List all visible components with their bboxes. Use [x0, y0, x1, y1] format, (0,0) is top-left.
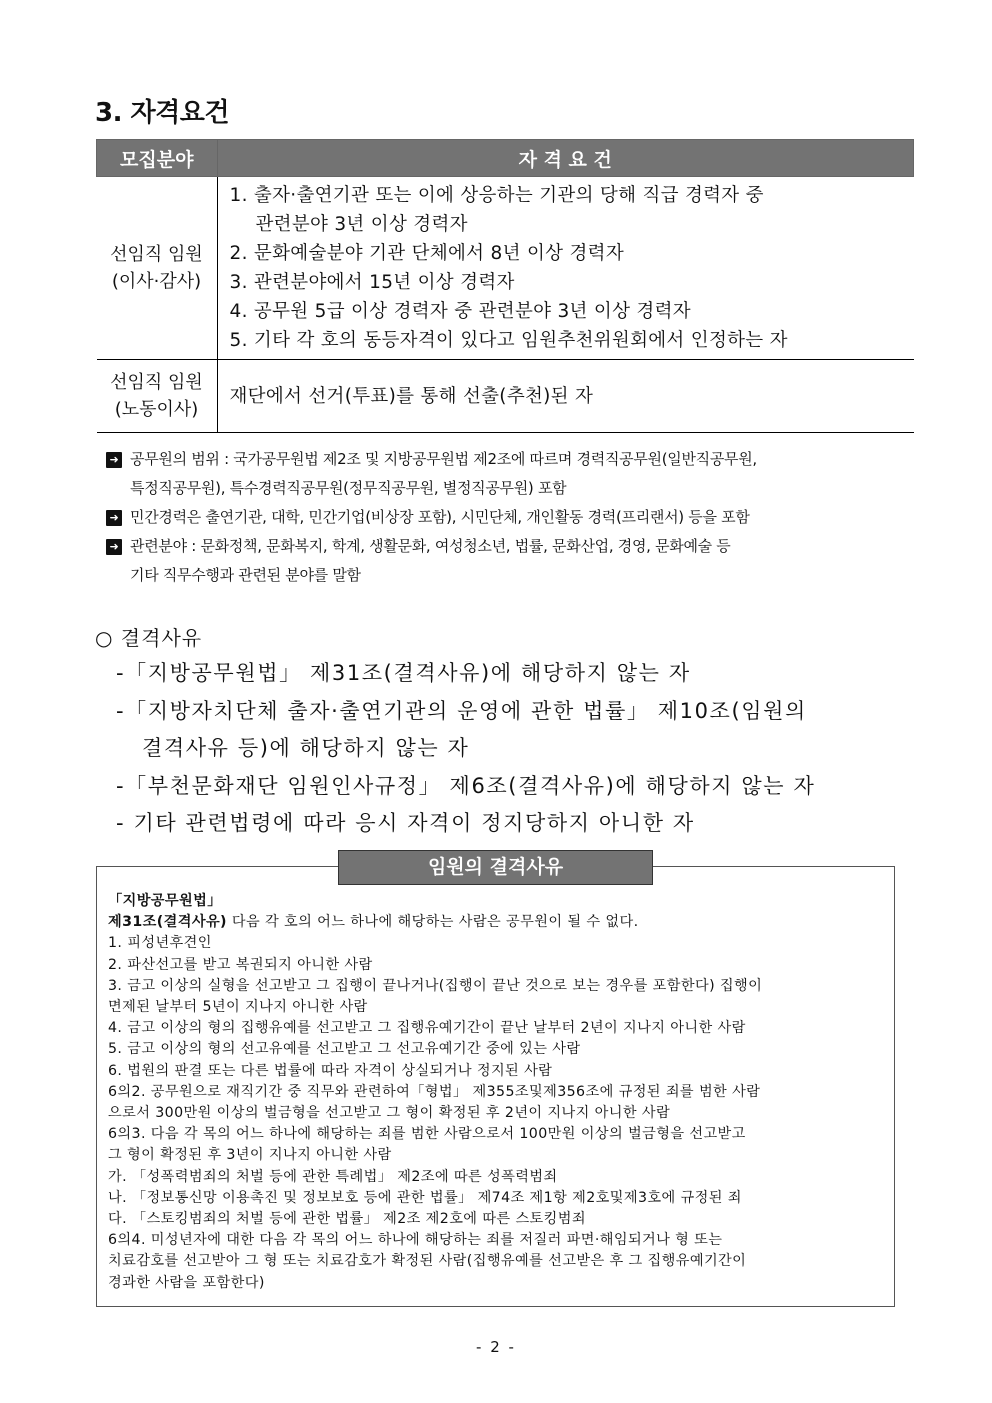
law-line: 3. 금고 이상의 실형을 선고받고 그 집행이 끝나거나(집행이 끝난 것으로 보는 경우를 포함한다) 집행이 [108, 977, 763, 994]
law-line: 6의4. 미성년자에 대한 다음 각 목의 어느 하나에 해당하는 죄를 저질러 파면·해임되거나 형 또는 [108, 1232, 723, 1249]
notes [106, 445, 906, 590]
table-row [97, 360, 914, 433]
note-item [106, 445, 906, 474]
law-line: 나. 「정보통신망 이용촉진 및 정보보호 등에 관한 법률」 제74조 제1항 제2호및제3호에 규정된 죄 [108, 1189, 742, 1206]
req-item: 3. 관련분야에서 15년 이상 경력자 [229, 272, 515, 293]
law-line: 가. 「성폭력범죄의 처벌 등에 관한 특례법」 제2조에 따른 성폭력범죄 [108, 1168, 558, 1185]
note-text: 기타 직무수행과 관련된 분야를 말함 [130, 566, 361, 584]
note-text: 민간경력은 출연기관, 대학, 민간기업(비상장 포함), 시민단체, 개인활동 경력(프리랜서) 등을 포함 [130, 508, 750, 526]
header-requirements: 자 격 요 건 [217, 140, 914, 177]
article-title: 제31조(결격사유) [108, 914, 227, 931]
category-cell [97, 177, 218, 360]
law-line: 6. 법원의 판결 또는 다른 법률에 따라 자격이 상실되거나 정지된 사람 [108, 1062, 553, 1079]
category-line: (이사·감사) [111, 271, 202, 292]
req-item: 관련분야 3년 이상 경력자 [255, 214, 468, 235]
requirements-cell [217, 177, 914, 360]
disqual-item: -「부천문화재단 임원인사규정」 제6조(결격사유)에 해당하지 않는 자 [116, 773, 816, 798]
table-row [97, 177, 914, 360]
law-line: 5. 금고 이상의 형의 선고유예를 선고받고 그 선고유예기간 중에 있는 사람 [108, 1041, 581, 1058]
req-item: 5. 기타 각 호의 동등자격이 있다고 임원추천위원회에서 인정하는 자 [229, 330, 788, 351]
article-heading [108, 912, 890, 933]
note-text: 관련분야 : 문화정책, 문화복지, 학계, 생활문화, 여성청소년, 법률, 문화산업, 경영, 문화예술 등 [130, 537, 731, 555]
header-field: 모집분야 [97, 140, 218, 177]
arrow-right-icon: ➜ [106, 510, 122, 526]
requirements-table [96, 139, 914, 433]
disqual-list [116, 655, 916, 843]
box-title: 임원의 결격사유 [338, 850, 653, 885]
law-line: 면제된 날부터 5년이 지나지 아니한 사람 [108, 999, 368, 1016]
section-title: 3. 자격요건 [95, 98, 229, 128]
law-line: 경과한 사람을 포함한다) [108, 1274, 265, 1291]
req-item: 재단에서 선거(투표)를 통해 선출(추천)된 자 [229, 385, 594, 407]
disqual-item: 결격사유 등)에 해당하지 않는 자 [142, 736, 470, 760]
arrow-right-icon: ➜ [106, 539, 122, 555]
disqual-item: -「지방자치단체 출자·출연기관의 운영에 관한 법률」 제10조(임원의 [116, 698, 807, 723]
law-line: 1. 피성년후견인 [108, 935, 212, 952]
req-item: 4. 공무원 5급 이상 경력자 중 관련분야 3년 이상 경력자 [229, 301, 691, 322]
disqual-item: -「지방공무원법」 제31조(결격사유)에 해당하지 않는 자 [116, 661, 691, 685]
law-line: 6의2. 공무원으로 재직기간 중 직무와 관련하여「형법」 제355조및제356조에 규정된 죄를 범한 사람 [108, 1083, 761, 1100]
law-line: 으로서 300만원 이상의 벌금형을 선고받고 그 형이 확정된 후 2년이 지나지 아니한 사람 [108, 1105, 671, 1122]
disqual-item: - 기타 관련법령에 따라 응시 자격이 정지당하지 아니한 자 [116, 811, 695, 835]
law-line: 2. 파산선고를 받고 복권되지 아니한 사람 [108, 956, 373, 973]
note-text: 특정직공무원), 특수경력직공무원(정무직공무원, 별정직공무원) 포함 [130, 479, 567, 497]
page-number: - 2 - [476, 1338, 516, 1356]
req-item: 2. 문화예술분야 기관 단체에서 8년 이상 경력자 [229, 243, 624, 264]
req-item: 1. 출자·출연기관 또는 이에 상응하는 기관의 당해 직급 경력자 중 [229, 185, 764, 206]
category-line: 선임직 임원 [110, 372, 203, 393]
law-text [108, 891, 890, 1294]
note-item [106, 532, 906, 561]
law-line: 치료감호를 선고받아 그 형 또는 치료감호가 확정된 사람(집행유예를 선고받은 후 그 집행유예기간이 [108, 1253, 747, 1270]
law-line: 다. 「스토킹범죄의 처벌 등에 관한 법률」 제2조 제2호에 따른 스토킹범죄 [108, 1211, 586, 1228]
law-name: 「지방공무원법」 [108, 893, 222, 909]
requirements-cell [217, 360, 914, 433]
category-cell [97, 360, 218, 433]
law-line: 6의3. 다음 각 목의 어느 하나에 해당하는 죄를 범한 사람으로서 100만원 이상의 벌금형을 선고받고 [108, 1126, 746, 1143]
disqual-heading: ○ 결격사유 [95, 626, 203, 650]
article-text: 다음 각 호의 어느 하나에 해당하는 사람은 공무원이 될 수 없다. [226, 914, 639, 931]
category-line: 선임직 임원 [110, 244, 203, 265]
arrow-right-icon: ➜ [106, 452, 122, 468]
note-text: 공무원의 범위 : 국가공무원법 제2조 및 지방공무원법 제2조에 따르며 경력직공무원(일반직공무원, [130, 450, 757, 468]
law-line: 그 형이 확정된 후 3년이 지나지 아니한 사람 [108, 1147, 392, 1164]
law-line: 4. 금고 이상의 형의 집행유예를 선고받고 그 집행유예기간이 끝난 날부터 2년이 지나지 아니한 사람 [108, 1020, 746, 1037]
note-item [106, 503, 906, 532]
category-line: (노동이사) [114, 399, 199, 420]
